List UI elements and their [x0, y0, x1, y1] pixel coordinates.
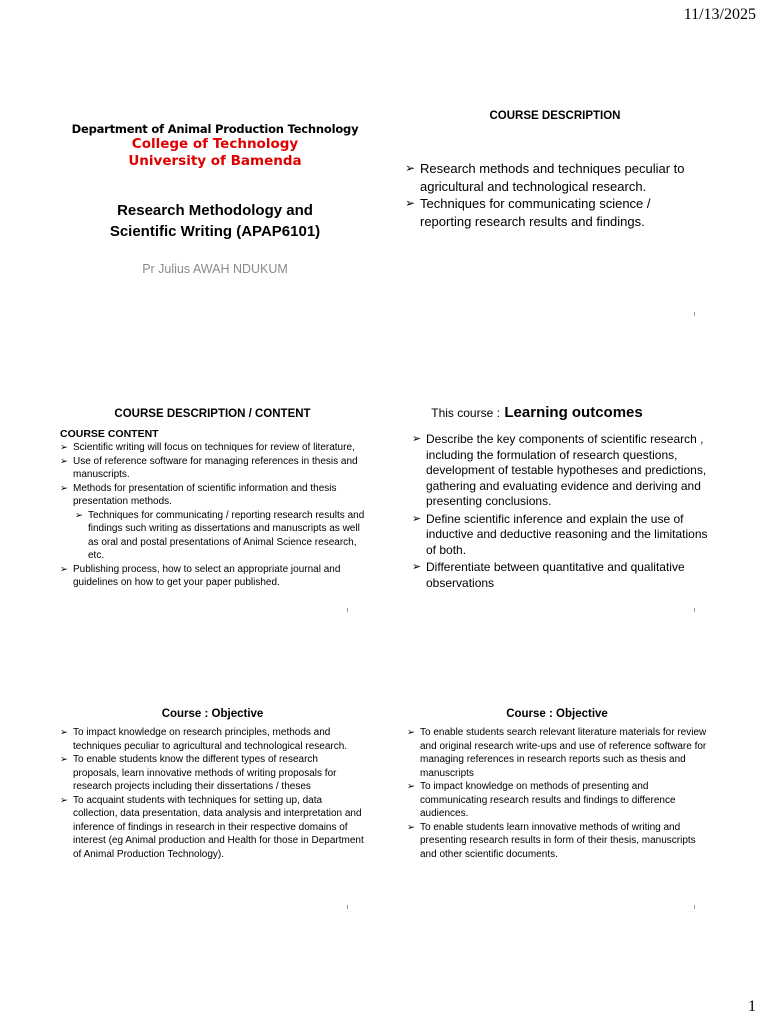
list-item: [60, 563, 365, 590]
list-item: [60, 482, 365, 509]
list-item: [60, 509, 365, 563]
slide-heading: Course : Objective: [161, 708, 264, 720]
slide-heading: COURSE DESCRIPTION: [489, 110, 621, 122]
list-item: [60, 753, 365, 794]
arrow-bullet-icon: ➢: [407, 781, 415, 792]
list-item: [412, 560, 712, 591]
slide-objective-2: [407, 708, 707, 861]
list-item-text: Publishing process, how to select an appropriate journal and guidelines on how to get your paper published.: [73, 563, 341, 588]
slide-objective-1: [60, 708, 365, 861]
outcomes-list: [412, 432, 712, 591]
objective-list: [407, 726, 707, 861]
list-item: [405, 160, 705, 195]
arrow-bullet-icon: ➢: [75, 509, 83, 521]
list-item: [407, 726, 707, 780]
list-item: [60, 441, 365, 455]
slide-marker: [347, 905, 348, 909]
arrow-bullet-icon: ➢: [405, 161, 416, 175]
list-item-text: Differentiate between quantitative and qualitative observations: [426, 560, 685, 590]
description-list: [405, 160, 705, 230]
list-item-text: To enable students know the different types of research proposals, learn innovative methods of writing proposals for research projects including their dissertations / theses: [73, 754, 337, 792]
list-item: [60, 455, 365, 482]
list-item-text: Describe the key components of scientific research , including the formulation of research questions, development of testable hypotheses and predictions, gathering and evaluating evidence and deriving and presenting conclusions.: [426, 432, 707, 508]
slide-marker: [694, 608, 695, 612]
list-item-text: To enable students learn innovative methods of writing and presenting research results in form of their thesis, manuscripts and other scientific documents.: [420, 821, 696, 860]
arrow-bullet-icon: ➢: [60, 482, 68, 494]
slide-marker: [694, 905, 695, 909]
arrow-bullet-icon: ➢: [60, 754, 68, 765]
college-name: College of Technology: [131, 136, 299, 152]
heading-prefix: This course :: [431, 406, 500, 420]
content-list: [60, 441, 365, 590]
list-item-text: To acquaint students with techniques for setting up, data collection, data presentation, data analysis and interpretation and inference of findings in research in their respective domains of interest (eg Animal production and Health for those in Department of Animal Production Technology).: [73, 794, 364, 860]
department-name: Department of Animal Production Technology: [71, 122, 359, 136]
list-item: [412, 432, 712, 510]
list-item-text: To enable students search relevant literature materials for review and original research write-ups and use of reference software for managing references in research reports such as thesis and manuscripts: [420, 727, 707, 779]
list-item: [60, 726, 365, 753]
arrow-bullet-icon: ➢: [60, 727, 68, 738]
slide-course-description: [405, 110, 705, 230]
arrow-bullet-icon: ➢: [60, 442, 68, 453]
arrow-bullet-icon: ➢: [405, 196, 416, 210]
course-title-line1: Research Methodology and: [117, 202, 313, 219]
list-item-text: Techniques for communicating / reporting research results and findings such writing as dissertations and manuscripts as well as oral and postal presentations of Animal Science research, etc.: [88, 509, 365, 561]
author-name: Pr Julius AWAH NDUKUM: [142, 262, 288, 276]
list-item: [407, 780, 707, 821]
arrow-bullet-icon: ➢: [412, 561, 422, 573]
slide-subheading: COURSE CONTENT: [60, 428, 159, 440]
list-item: [407, 821, 707, 862]
slide-learning-outcomes: [412, 404, 712, 593]
list-item-text: Research methods and techniques peculiar to agricultural and technological research.: [420, 161, 685, 194]
slide-course-content: [60, 408, 365, 590]
slide-marker: [694, 312, 695, 316]
arrow-bullet-icon: ➢: [60, 794, 68, 806]
arrow-bullet-icon: ➢: [60, 563, 68, 575]
university-name: University of Bamenda: [128, 153, 302, 169]
objective-list: [60, 726, 365, 861]
list-item-text: Techniques for communicating science / reporting research results and findings.: [420, 196, 651, 229]
page-number: 1: [748, 998, 756, 1015]
arrow-bullet-icon: ➢: [60, 455, 68, 467]
list-item-text: To impact knowledge on research principles, methods and techniques peculiar to agricultural and technological research.: [73, 727, 348, 752]
slide-heading: Course : Objective: [506, 708, 608, 720]
course-title-line2: Scientific Writing (APAP6101): [109, 223, 321, 240]
list-item-text: To impact knowledge on methods of presenting and communicating research results and findings to difference audiences.: [420, 781, 676, 819]
arrow-bullet-icon: ➢: [412, 433, 422, 445]
list-item: [60, 794, 365, 862]
print-date: 11/13/2025: [683, 6, 756, 23]
list-item: [412, 512, 712, 559]
list-item-text: Use of reference software for managing references in thesis and manuscripts.: [73, 455, 358, 480]
list-item-text: Methods for presentation of scientific information and thesis presentation methods.: [73, 482, 337, 507]
arrow-bullet-icon: ➢: [412, 512, 422, 525]
slide-marker: [347, 608, 348, 612]
slide-heading: COURSE DESCRIPTION / CONTENT: [114, 408, 311, 420]
slide-title: [55, 118, 375, 276]
arrow-bullet-icon: ➢: [407, 727, 415, 738]
list-item-text: Scientific writing will focus on techniques for review of literature,: [73, 442, 355, 453]
list-item-text: Define scientific inference and explain the use of inductive and deductive reasoning and the limitations of both.: [426, 511, 708, 557]
arrow-bullet-icon: ➢: [407, 821, 415, 833]
slide-heading: [362, 404, 712, 422]
heading-main: Learning outcomes: [504, 404, 643, 421]
course-title: [55, 200, 375, 242]
list-item: [405, 195, 705, 230]
